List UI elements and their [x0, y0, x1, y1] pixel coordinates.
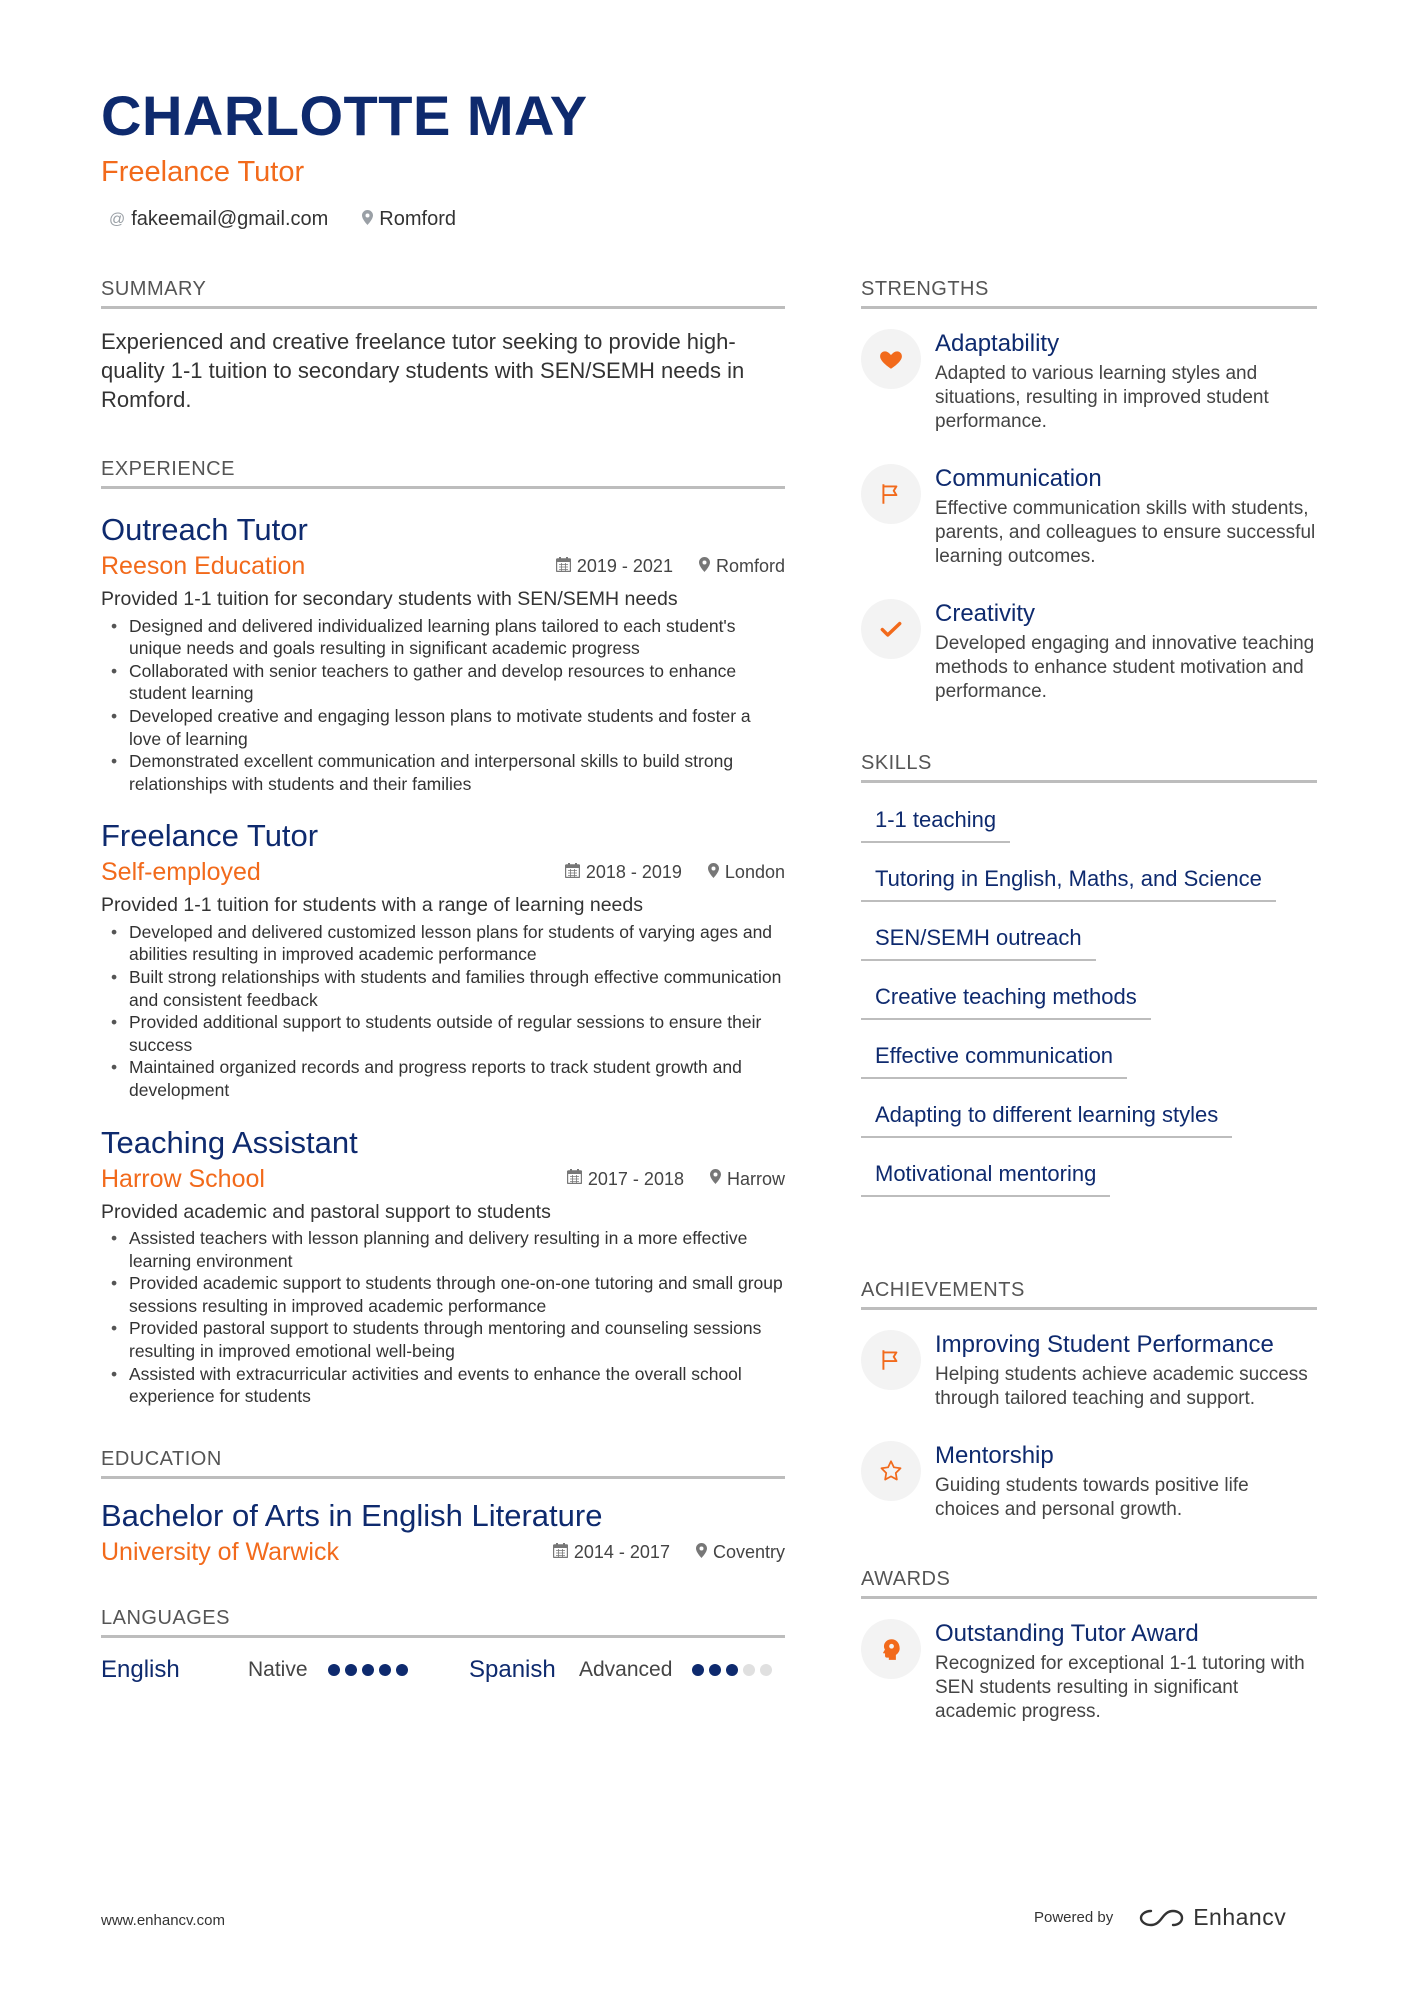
strengths-section: [861, 278, 1317, 704]
section-title-summary: SUMMARY: [101, 278, 785, 309]
skill-tag: Creative teaching methods: [861, 974, 1151, 1020]
brand-name: Enhancv: [1193, 1904, 1287, 1930]
rating-dot-empty: [760, 1664, 772, 1676]
contact-location: [362, 208, 456, 231]
job-title: Outreach Tutor: [101, 512, 308, 547]
language-rating: [328, 1664, 408, 1676]
summary-text: Experienced and creative freelance tutor seeking to provide high-quality 1-1 tuition to secondary students with SEN/SEMH needs in Romford.: [101, 329, 745, 412]
job-bullet: • Provided pastoral support to students through mentoring and counseling sessions resulting in improved emotional well-being: [101, 1317, 785, 1362]
location-pin-icon: [696, 1543, 707, 1563]
skill-list: [861, 797, 1317, 1197]
language-list: [101, 1656, 785, 1684]
skill-tag: 1-1 teaching: [861, 797, 1010, 843]
job-entry: [101, 511, 785, 795]
job-entry: [101, 1124, 785, 1408]
job-description: Provided 1-1 tuition for secondary students with SEN/SEMH needs: [101, 588, 678, 611]
job-meta-row: [101, 858, 785, 887]
job-dates: 2017 - 2018: [587, 1168, 684, 1189]
education-dates: 2014 - 2017: [573, 1542, 670, 1563]
footer-branding: [1034, 1904, 1286, 1931]
rating-dot-filled: [328, 1664, 340, 1676]
job-bullet: • Provided academic support to students through one-on-one tutoring and small group sessions resulting in improved academic performance: [101, 1272, 785, 1317]
language-name: English: [101, 1656, 180, 1684]
job-location: Harrow: [726, 1168, 785, 1189]
award-title: Outstanding Tutor Award: [935, 1620, 1199, 1647]
contact-info: [109, 208, 456, 231]
calendar-icon: [556, 557, 571, 577]
job-bullet: • Provided additional support to students outside of regular sessions to ensure their success: [101, 1011, 785, 1056]
section-title-languages: LANGUAGES: [101, 1607, 785, 1638]
strength-title: Communication: [935, 465, 1102, 492]
check-icon: [861, 599, 921, 659]
achievement-title: Mentorship: [935, 1442, 1054, 1469]
language-rating: [692, 1664, 772, 1676]
strength-item: [861, 329, 1317, 434]
rating-dot-filled: [345, 1664, 357, 1676]
rating-dot-filled: [379, 1664, 391, 1676]
at-icon: @: [109, 210, 126, 228]
flag-icon: [861, 464, 921, 524]
school-name: University of Warwick: [101, 1538, 339, 1567]
language-level: Native: [248, 1658, 308, 1682]
right-column: [861, 278, 1317, 1724]
enhancv-logo-icon: [1139, 1907, 1185, 1929]
skill-tag: SEN/SEMH outreach: [861, 915, 1096, 961]
strength-desc: Adapted to various learning styles and situations, resulting in improved student performance.: [935, 363, 1269, 432]
job-location: London: [724, 862, 785, 883]
company-name: Reeson Education: [101, 552, 306, 581]
languages-section: [101, 1607, 785, 1684]
education-meta-row: [101, 1538, 785, 1567]
language-name: Spanish: [469, 1656, 556, 1684]
company-name: Harrow School: [101, 1164, 265, 1193]
calendar-icon: [567, 1169, 582, 1189]
education-meta: [553, 1542, 785, 1563]
candidate-name: CHARLOTTE MAY: [101, 84, 588, 147]
strength-desc: Developed engaging and innovative teaching methods to enhance student motivation and performance.: [935, 633, 1315, 702]
language-item: [101, 1656, 469, 1684]
award-desc: Recognized for exceptional 1-1 tutoring with SEN students resulting in significant academic progress.: [935, 1653, 1305, 1722]
strength-title: Creativity: [935, 600, 1036, 627]
section-title-experience: EXPERIENCE: [101, 458, 785, 489]
location-text: Romford: [379, 208, 456, 230]
job-bullet: • Assisted with extracurricular activities and events to enhance the overall school experience for students: [101, 1363, 785, 1408]
skill-tag: Tutoring in English, Maths, and Science: [861, 856, 1276, 902]
language-item: [469, 1656, 772, 1684]
job-bullets: [101, 921, 785, 1102]
degree-title: Bachelor of Arts in English Literature: [101, 1497, 603, 1533]
section-title-achievements: ACHIEVEMENTS: [861, 1279, 1317, 1310]
section-title-education: EDUCATION: [101, 1448, 785, 1479]
location-pin-icon: [699, 557, 710, 577]
calendar-icon: [565, 863, 580, 883]
email-text: fakeemail@gmail.com: [131, 208, 329, 230]
contact-email[interactable]: [109, 208, 328, 231]
achievement-item: [861, 1441, 1317, 1522]
strength-desc: Effective communication skills with students, parents, and colleagues to ensure successful learning outcomes.: [935, 498, 1316, 567]
location-pin-icon: [708, 863, 719, 883]
job-meta-row: [101, 1165, 785, 1194]
rating-dot-filled: [726, 1664, 738, 1676]
skills-section: [861, 752, 1317, 1197]
job-dates: 2019 - 2021: [576, 556, 673, 577]
job-description: Provided academic and pastoral support to students: [101, 1200, 551, 1223]
strength-title: Adaptability: [935, 330, 1060, 357]
left-column: [101, 278, 785, 1714]
job-bullet: • Developed creative and engaging lesson plans to motivate students and foster a love of learning: [101, 705, 785, 750]
flag-icon: [861, 1330, 921, 1390]
summary-section: [101, 278, 785, 414]
rating-dot-filled: [362, 1664, 374, 1676]
job-description: Provided 1-1 tuition for students with a range of learning needs: [101, 894, 644, 917]
strength-item: [861, 464, 1317, 569]
awards-section: [861, 1568, 1317, 1724]
achievement-desc: Guiding students towards positive life choices and personal growth.: [935, 1475, 1249, 1520]
location-pin-icon: [362, 210, 373, 230]
award-item: [861, 1619, 1317, 1724]
job-meta: [567, 1169, 785, 1190]
job-bullet: • Built strong relationships with students and families through effective communication and consistent feedback: [101, 966, 785, 1011]
job-dates: 2018 - 2019: [585, 862, 682, 883]
footer-website[interactable]: www.enhancv.com: [101, 1912, 225, 1929]
location-pin-icon: [710, 1169, 721, 1189]
job-location: Romford: [715, 556, 785, 577]
skill-tag: Motivational mentoring: [861, 1151, 1110, 1197]
achievement-item: [861, 1330, 1317, 1411]
company-name: Self-employed: [101, 858, 261, 887]
candidate-role: Freelance Tutor: [101, 156, 305, 188]
rating-dot-filled: [709, 1664, 721, 1676]
skill-tag: Adapting to different learning styles: [861, 1092, 1232, 1138]
star-icon: [861, 1441, 921, 1501]
job-bullet: • Demonstrated excellent communication and interpersonal skills to build strong relationships with students and their families: [101, 750, 785, 795]
heart-icon: [861, 329, 921, 389]
rating-dot-filled: [692, 1664, 704, 1676]
job-bullet: • Developed and delivered customized lesson plans for students of varying ages and abilities resulting in improved academic performance: [101, 921, 785, 966]
job-bullet: • Assisted teachers with lesson planning and delivery resulting in a more effective learning environment: [101, 1227, 785, 1272]
section-title-skills: SKILLS: [861, 752, 1317, 783]
experience-section: [101, 458, 785, 1408]
skill-tag: Effective communication: [861, 1033, 1127, 1079]
job-meta: [556, 556, 785, 577]
rating-dot-empty: [743, 1664, 755, 1676]
strength-item: [861, 599, 1317, 704]
job-entry: [101, 817, 785, 1101]
rating-dot-filled: [396, 1664, 408, 1676]
achievement-title: Improving Student Performance: [935, 1331, 1274, 1358]
job-bullet: • Maintained organized records and progress reports to track student growth and development: [101, 1056, 785, 1101]
enhancv-logo[interactable]: [1139, 1904, 1286, 1931]
job-bullet: • Designed and delivered individualized learning plans tailored to each student's unique needs and goals resulting in significant academic progress: [101, 615, 785, 660]
job-bullets: [101, 615, 785, 796]
achievement-desc: Helping students achieve academic success through tailored teaching and support.: [935, 1364, 1308, 1409]
section-title-awards: AWARDS: [861, 1568, 1317, 1599]
job-title: Freelance Tutor: [101, 818, 319, 854]
job-title: Teaching Assistant: [101, 1124, 358, 1160]
achievements-section: [861, 1279, 1317, 1522]
calendar-icon: [553, 1543, 568, 1563]
job-meta: [565, 862, 785, 883]
powered-by-text: Powered by: [1034, 1909, 1114, 1926]
education-location: Coventry: [712, 1542, 785, 1563]
section-title-strengths: STRENGTHS: [861, 278, 1317, 309]
head-icon: [861, 1619, 921, 1679]
job-bullet: • Collaborated with senior teachers to gather and develop resources to enhance student learning: [101, 660, 785, 705]
job-bullets: [101, 1227, 785, 1408]
job-meta-row: [101, 552, 785, 581]
education-section: [101, 1448, 785, 1567]
language-level: Advanced: [579, 1658, 673, 1682]
